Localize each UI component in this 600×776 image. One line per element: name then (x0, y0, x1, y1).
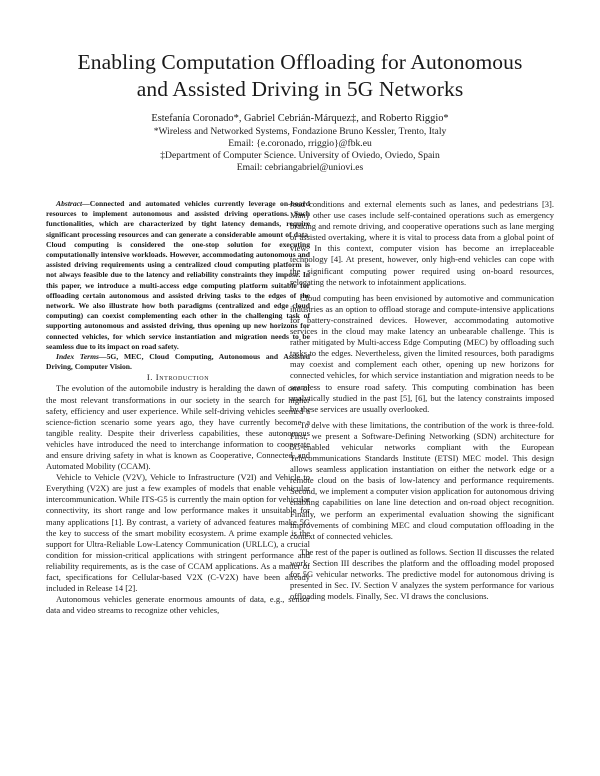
section-number: I. (146, 372, 154, 383)
affiliation-1: *Wireless and Networked Systems, Fondazione Bruno Kessler, Trento, Italy (153, 126, 447, 137)
abstract-text: —Connected and automated vehicles currently leverage on-board resources to implement autonomous and assisted driving operations. Such functionalities, which are characterized by tight latency demands, require significant processing resources and can generate a considerable amount of data. Cloud computing is considered the one-stop solution for executing computationally intensive workloads. However, accommodating autonomous and assisted driving requirements using a centralized cloud computing platform is not always feasible due to the latency and reliability constraints they impose. In this paper, we introduce a multi-access edge computing platform suitable for offloading certain autonomous and assisted driving tasks to the edges of the network. We also illustrate how both paradigms (centralized and edge cloud computing) can coexist complementing each other in the challenging task of supporting autonomous and assisted driving, thus opening up new horizons for connected vehicles, for which service instantiation and migration needs to be seamless due to its impact on road safety. (46, 199, 310, 351)
title-line-1: Enabling Computation Offloading for Autonomous (77, 50, 523, 74)
paragraph: The evolution of the automobile industry is heralding the dawn of one of the most relevant transformations in our society in the search for higher safety, efficiency and user experience. While self-driving vehicles seemed a science-fiction scenario some years ago, they have currently become a tangible reality. Despite their driverless capabilities, these autonomous vehicles have introduced the need to interchange information to cooperate and ensure driving safety in what is known as Cooperative, Connected, and Automated Mobility (CCAM). (46, 383, 310, 472)
paper-title (40, 49, 560, 103)
email-1: Email: {e.coronado, rriggio}@fbk.eu (228, 138, 372, 149)
paragraph: To delve with these limitations, the contribution of the work is three-fold. First, we present a Software-Defining Networking (SDN) architecture for 5G-enabled vehicular networks compliant with the European Telecommunications Standards Institute (ETSI) MEC model. This design allows seamless application instantiation on either the network edge or a remote cloud on the basis of low-latency and performance requirements. Second, we implement a computer vision application for autonomous driving enabling capabilities on lane line detection and on-road object recognition. Finally, we perform an experimental evaluation showing the significant improvements of combining MEC and cloud computation offloading in the context of connected vehicles. (290, 419, 554, 541)
paragraph: Vehicle to Vehicle (V2V), Vehicle to Infrastructure (V2I) and Vehicle to Everything (V2X) are just a few examples of models that enable vehicular intercommunication. While ITS-G5 is currently the main option for vehicular connectivity, its short range and low performance makes it unsuitable for many applications [1]. By contrast, a variety of advanced features make 5G the key to success of the smart mobility ecosystem. A prime example is the support for Ultra-Reliable Low-Latency Communication (URLLC), a crucial condition for mission-critical applications with stringent performance and reliability requirements, as is the case of CCAM applications. As a matter of fact, specifications for Cellular-based V2X (C-V2X) have been already included in Release 14 [2]. (46, 472, 310, 594)
section-title: Introduction (155, 372, 210, 383)
index-terms-text: —5G, MEC, Cloud Computing, Autonomous and Assisted Driving, Computer Vision. (46, 352, 311, 372)
paragraph: The rest of the paper is outlined as follows. Section II discusses the related work. Section III describes the platform and the offloading model proposed for 5G vehicular networks. The predictive model for autonomous driving is presented in Sec. IV. Section V analyzes the system performance for various offloading models. Finally, Sec. VI draws the conclusions. (290, 546, 554, 602)
email-2: Email: cebriangabriel@uniovi.es (236, 162, 364, 173)
left-column (46, 199, 310, 616)
paragraph: Cloud computing has been envisioned by automotive and communication industries as an option to offload storage and compute-intensive applications for battery-constrained devices. However, accommodating automotive services in the cloud may make latency an unbearable challenge. This is rather mitigated by Multi-access Edge Computing (MEC) by offloading such tasks to the edges. Nevertheless, given the limited resources, both paradigms may coexist and complement each other, opening up new horizons for connected vehicles, for which service instantiation and migration needs to be seamless to ensure road safety. This computing combination has been analytically studied in the past [5], [6], but the latency constraints imposed by these services are usually overlooked. (290, 292, 554, 414)
abstract (46, 199, 310, 352)
author-names: Estefanía Coronado*, Gabriel Cebrián-Márquez‡, and Roberto Riggio* (151, 113, 449, 124)
paragraph: Autonomous vehicles generate enormous amounts of data, e.g., sensor data and video streams to recognize other vehicles, (46, 594, 310, 616)
affiliation-2: ‡Department of Computer Science. University of Oviedo, Oviedo, Spain (160, 150, 440, 161)
right-column (290, 199, 554, 602)
index-terms-label: Index Terms (56, 352, 100, 362)
index-terms (46, 352, 310, 372)
author-block (40, 112, 560, 174)
section-heading (46, 372, 310, 383)
title-line-2: and Assisted Driving in 5G Networks (136, 77, 464, 101)
paragraph: road conditions and external elements such as lanes, and pedestrians [3]. Many other use cases include self-contained operations such as emergency braking and remote driving, and cooperative operations such as lane merging or assisted overtaking, where it is vital to process data from a global point of view. In this context, computer vision has become an irreplaceable technology [4]. At present, however, only high-end vehicles can cope with the significant computing power required using on-board resources, relegating the network to infotainment applications. (290, 199, 554, 287)
abstract-label: Abstract (56, 199, 83, 208)
